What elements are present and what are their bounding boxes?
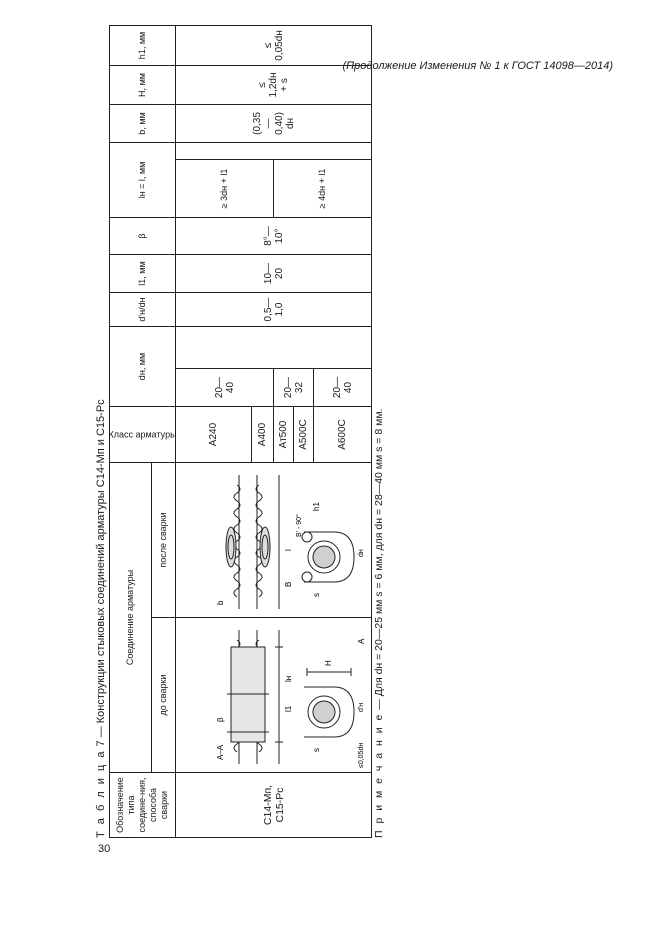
joint-table [109, 25, 372, 838]
table-caption [94, 399, 108, 838]
ratio-cell: 0,5—1,0 [176, 293, 372, 327]
label-l1: l1 [283, 705, 293, 712]
table-note [373, 86, 386, 838]
header-H: H, мм [110, 65, 176, 104]
dn-cell: 20—32 [274, 369, 314, 407]
label-ln: lн [283, 675, 293, 682]
label-l: l [283, 549, 293, 551]
drawing-before-welding [176, 618, 372, 773]
label-H: H [323, 660, 333, 666]
label-angle: B' - 90° [295, 514, 303, 537]
caption-text: — Конструкции стыковых соединений арматуры С14-Мп и С15-Рс [95, 399, 107, 738]
before-welding-drawing [179, 622, 369, 772]
H-cell: ≤ 1,2dн + s [176, 65, 372, 104]
rotated-table-block [94, 30, 386, 838]
header-before-welding: до сварки [152, 618, 176, 773]
ln-cell: ≥ 4dн + l1 [274, 160, 372, 218]
label-section: А–А [215, 744, 225, 760]
drawing-after-welding [176, 463, 372, 618]
caption-number: 7 [95, 740, 107, 747]
label-B: B [283, 581, 293, 587]
label-beta: β [215, 717, 225, 722]
label-h1: h1 [311, 502, 321, 511]
header-after-welding: после сварки [152, 463, 176, 618]
header-beta: β [110, 218, 176, 255]
label-s: s [311, 748, 321, 752]
designation-value: С14-Мп, С15-Рс [176, 773, 372, 838]
note-prefix: П р и м е ч а н и е [373, 712, 385, 838]
continuation-header: (Продолжение Изменения № 1 к ГОСТ 14098—2014) [342, 60, 613, 72]
after-welding-drawing [179, 467, 369, 617]
note-text: — Для dн = 20—25 мм s = 6 мм, для dн = 28—40 мм s = 8 мм. [373, 408, 385, 710]
header-b: b, мм [110, 104, 176, 142]
header-l1: l1, мм [110, 255, 176, 293]
label-marker: А [356, 638, 366, 644]
class-cell: А600С [314, 407, 372, 463]
class-cell: А400 [252, 407, 274, 463]
class-cell: Ат500 [274, 407, 294, 463]
label-b: b [215, 600, 225, 605]
dn-cell: 20—40 [314, 369, 372, 407]
b-cell: (0,35 — 0,40) dн [176, 104, 372, 142]
header-ln: lн = l, мм [110, 142, 176, 217]
l1-cell: 10—20 [176, 255, 372, 293]
header-h1: h1, мм [110, 25, 176, 65]
label-gap: ≤0,05dн [357, 742, 365, 768]
label-dn-prime: d'н [357, 702, 365, 712]
beta-cell: 8°—10° [176, 218, 372, 255]
header-dn: dн, мм [110, 327, 176, 407]
label-dn: dн [357, 549, 365, 557]
header-rebar-class: Класс арматуры [108, 428, 177, 439]
header-joint: Соединение арматуры [110, 463, 152, 773]
page-number: 30 [98, 843, 111, 855]
h1-cell: ≤ 0,05dн [176, 25, 372, 65]
header-ratio: d'н/dн [110, 293, 176, 327]
caption-prefix: Т а б л и ц а [95, 749, 107, 838]
header-designation: Обозначение типа соедине-ния, способа сварки [110, 773, 176, 838]
dn-cell: 20—40 [176, 369, 274, 407]
ln-cell: ≥ 3dн + l1 [176, 160, 274, 218]
class-cell: А240 [176, 407, 252, 463]
label-s-after: s [311, 593, 321, 597]
class-cell: А500С [294, 407, 314, 463]
